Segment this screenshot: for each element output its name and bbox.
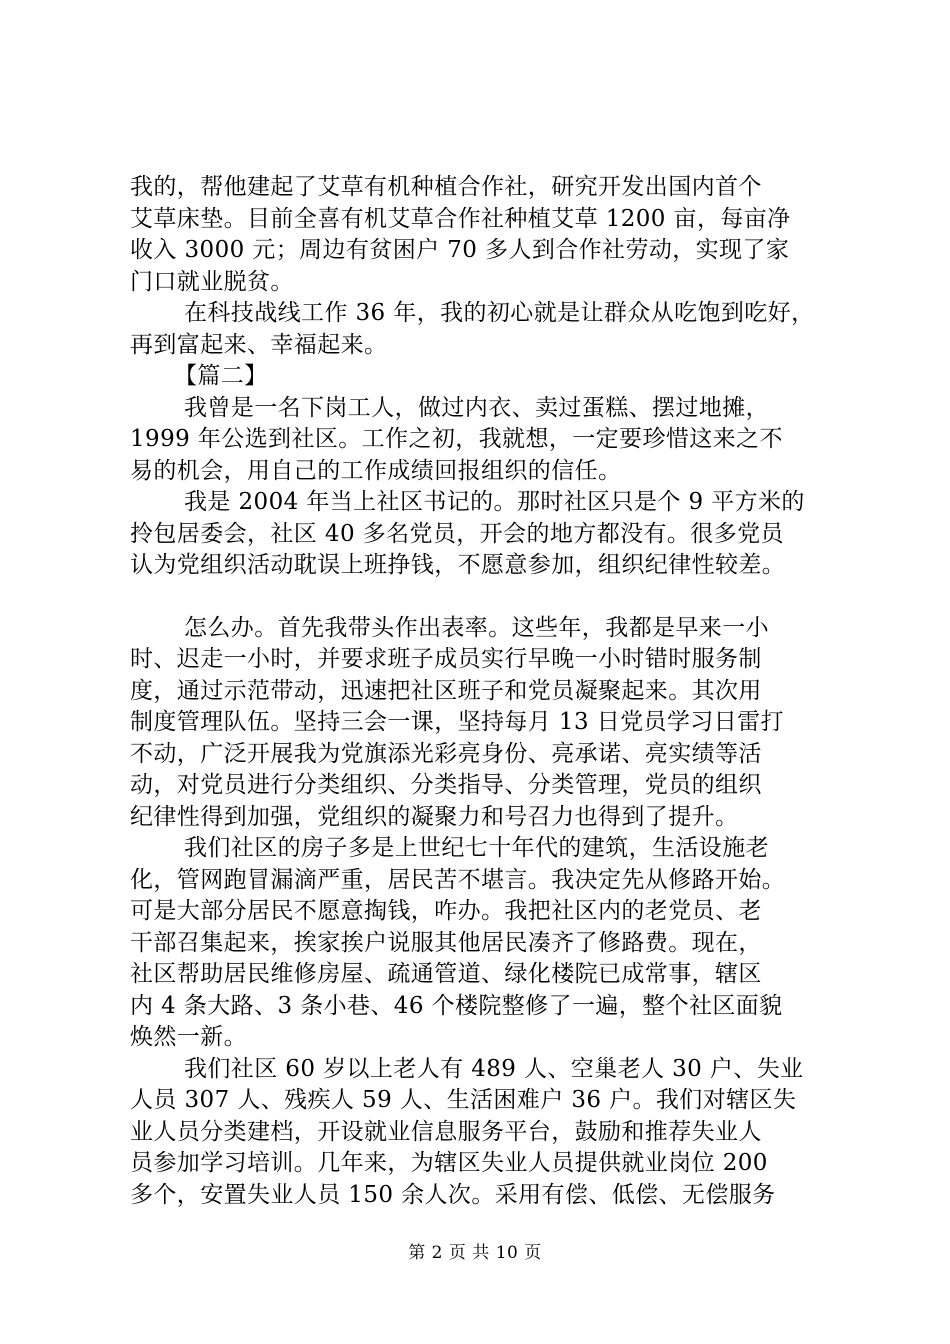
text-line: 门口就业脱贫。 [130,268,294,295]
paragraph [130,393,850,488]
paragraph [130,298,850,361]
text-line: 社区帮助居民维修房屋、疏通管道、绿化楼院已成常事，辖区 [130,961,762,987]
text-line: 我们社区的房子多是上世纪七十年代的建筑，生活设施老 [184,835,769,861]
section-heading [130,361,850,393]
text-line: 员参加学习培训。几年来，为辖区失业人员提供就业岗位 200 [130,1150,768,1176]
text-line: 再到富起来、幸福起来。 [130,331,388,358]
text-line: 我的，帮他建起了艾草有机种植合作社，研究开发出国内首个 [130,174,762,200]
text-line: 不动，广泛开展我为党旗添光彩亮身份、亮承诺、亮实绩等活 [130,740,762,767]
text-line: 纪律性得到加强，党组织的凝聚力和号召力也得到了提升。 [130,803,739,830]
text-line: 业人员分类建档，开设就业信息服务平台，鼓励和推荐失业人 [130,1118,762,1145]
text-line: 干部召集起来，挨家挨户说服其他居民凑齐了修路费。现在， [130,929,762,956]
text-line: 在科技战线工作 36 年，我的初心就是让群众从吃饱到吃好， [184,300,815,326]
paragraph [130,487,850,582]
text-line: 易的机会，用自己的工作成绩回报组织的信任。 [130,457,622,484]
text-line: 1999 年公选到社区。工作之初，我就想，一定要珍惜这来之不 [130,426,783,452]
text-line: 时、迟走一小时，并要求班子成员实行早晚一小时错时服务制 [130,646,762,672]
text-line: 制度管理队伍。坚持三会一课，坚持每月 13 日党员学习日雷打 [130,709,784,735]
text-line: 收入 3000 元；周边有贫困户 70 多人到合作社劳动，实现了家 [130,237,790,263]
page-footer: 第 2 页 共 10 页 [408,1243,542,1263]
text-line: 艾草床垫。目前全喜有机艾草合作社种植艾草 1200 亩，每亩净 [130,205,791,232]
paragraph [130,613,850,834]
text-line: 认为党组织活动耽误上班挣钱，不愿意参加，组织纪律性较差。 [130,552,786,578]
text-line: 我是 2004 年当上社区书记的。那时社区只是个 9 平方米的 [184,489,805,515]
text-line: 怎么办。首先我带头作出表率。这些年，我都是早来一小 [184,614,769,641]
paragraph [130,1054,850,1212]
paragraph [130,833,850,1054]
text-line: 焕然一新。 [130,1024,247,1050]
text-line: 我们社区 60 岁以上老人有 489 人、空巢老人 30 户、失业 [184,1055,804,1082]
text-line: 动，对党员进行分类组织、分类指导、分类管理，党员的组织 [130,772,762,798]
heading-text: 【篇二】 [174,363,268,389]
text-line: 我曾是一名下岗工人，做过内衣、卖过蛋糕、摆过地摊， [184,394,769,421]
text-line: 人员 307 人、残疾人 59 人、生活困难户 36 户。我们对辖区失 [130,1087,797,1113]
text-line: 多个，安置失业人员 150 余人次。采用有偿、低偿、无偿服务 [130,1181,776,1208]
paragraph-spacer [130,582,850,613]
text-line: 化，管网跑冒漏滴严重，居民苦不堪言。我决定先从修路开始。 [130,866,786,893]
text-line: 可是大部分居民不愿意掏钱，咋办。我把社区内的老党员、老 [130,898,762,924]
text-line: 内 4 条大路、3 条小巷、46 个楼院整修了一遍，整个社区面貌 [130,992,783,1019]
text-line: 度，通过示范带动，迅速把社区班子和党员凝聚起来。其次用 [130,677,762,704]
paragraph [130,172,850,298]
text-line: 拎包居委会，社区 40 多名党员，开会的地方都没有。很多党员 [130,520,784,547]
document-body [130,172,850,1211]
